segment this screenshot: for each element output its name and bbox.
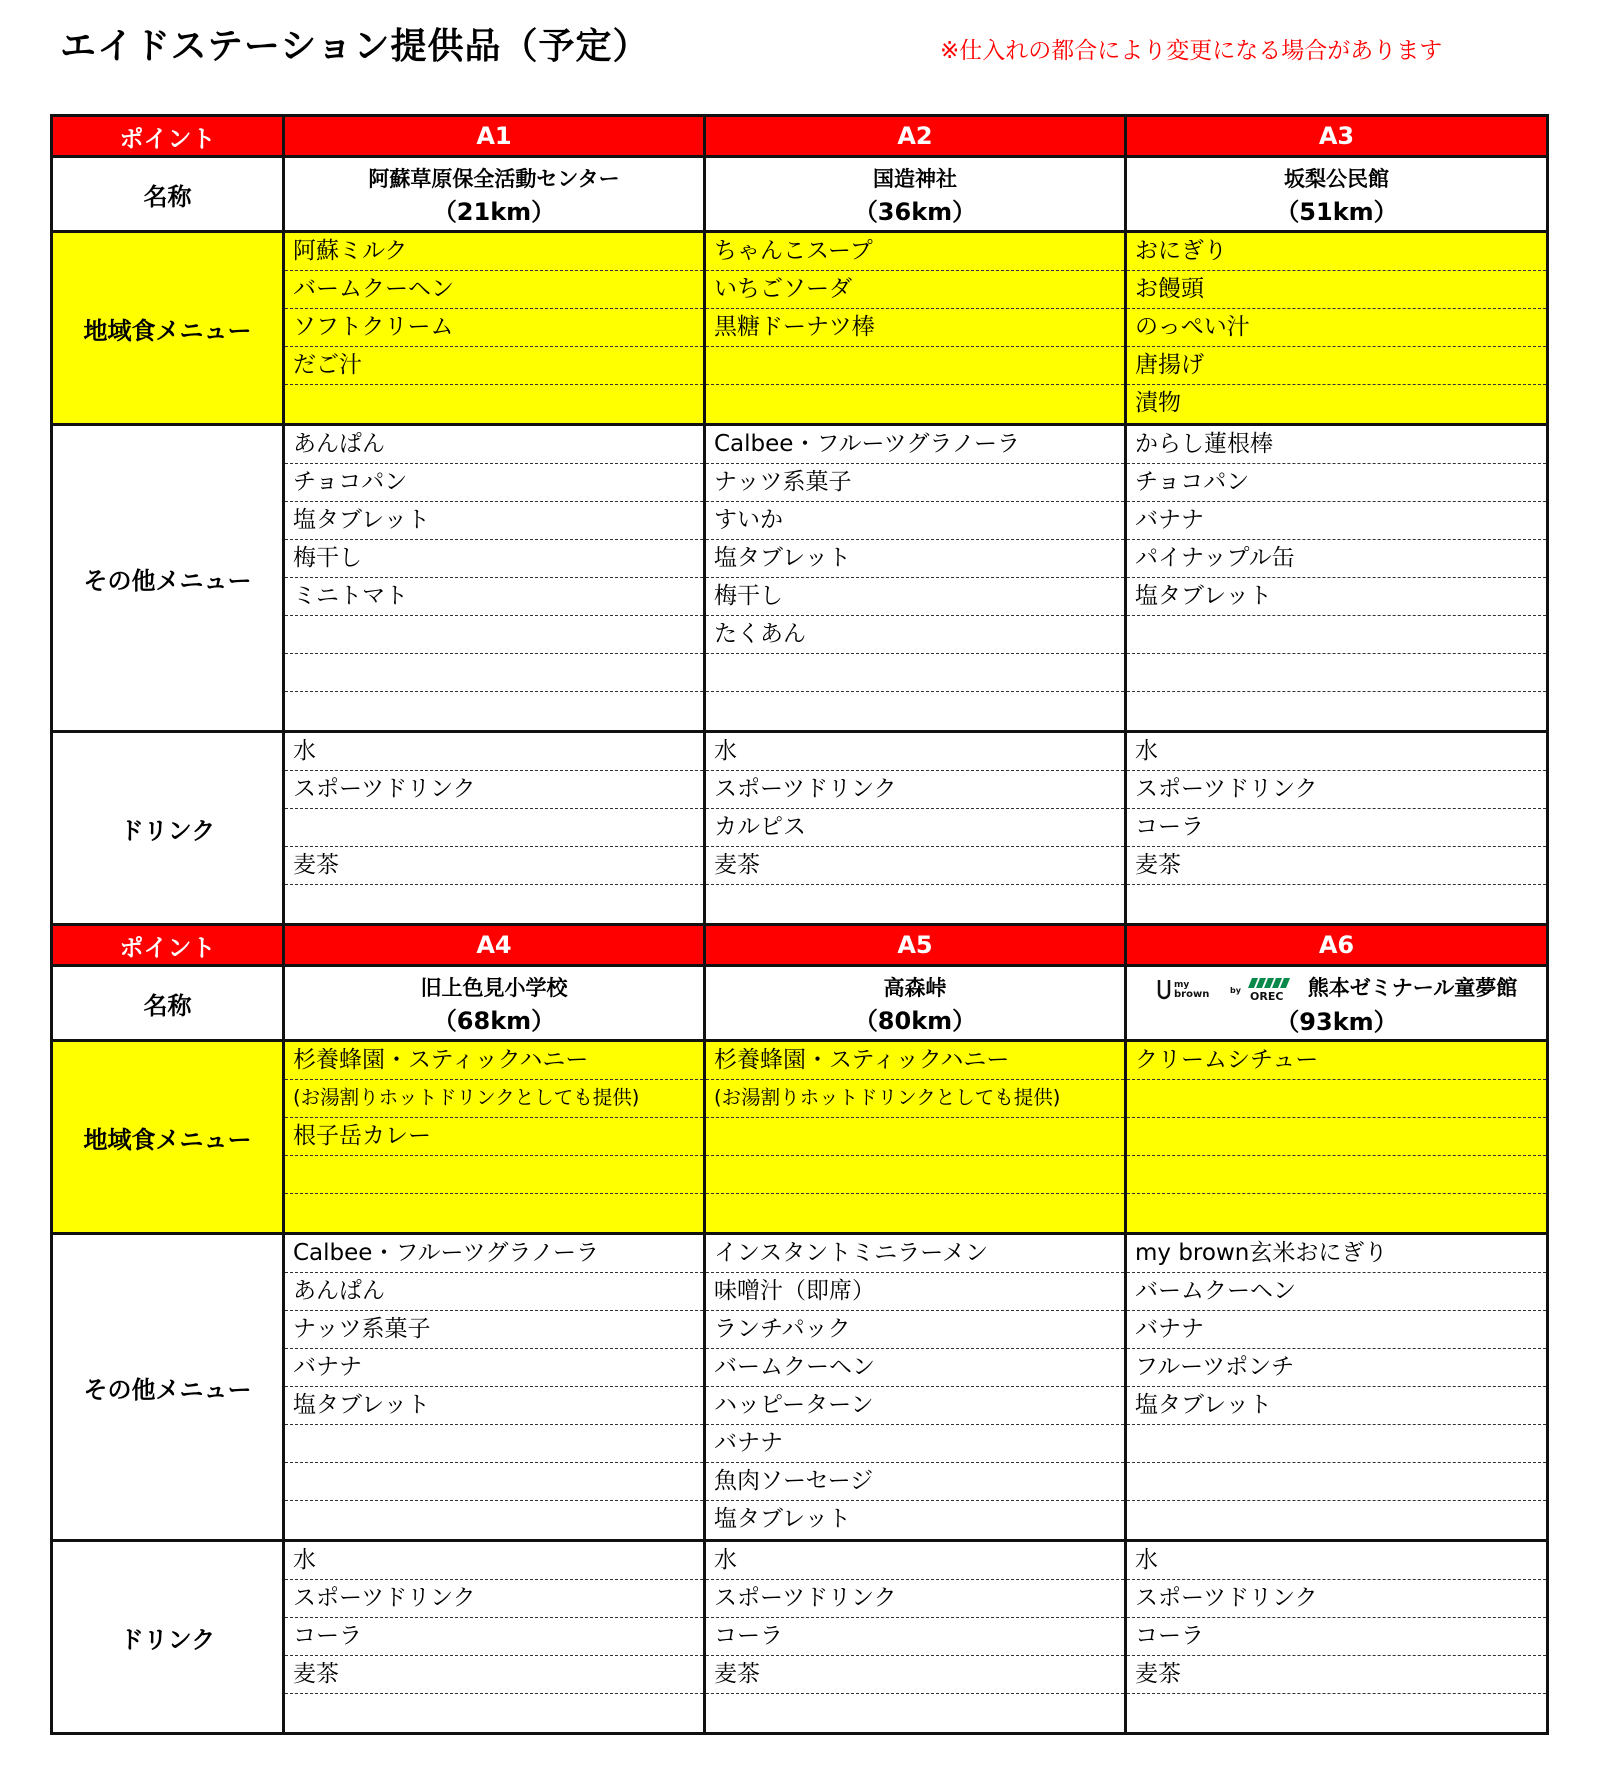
point-row [52,116,1548,157]
station-name-cell [705,966,1126,1041]
station-point: A1 [284,116,705,157]
drink-cell [1126,1541,1548,1734]
station-name [285,166,703,192]
mybrown-orec-logo [1156,976,1306,1002]
local-menu-item: (お湯割りホットドリンクとしても提供) [285,1080,703,1118]
drink-row [52,732,1548,925]
drink-item [285,809,703,847]
drink-row [52,1541,1548,1734]
other-menu-item: チョコパン [1127,464,1546,502]
other-menu-item: 梅干し [706,578,1124,616]
other-menu-item [1127,616,1546,654]
name-row [52,157,1548,232]
other-menu-item [1127,1463,1546,1501]
local-menu-item [1127,1118,1546,1156]
notice-text: ※仕入れの都合により変更になる場合があります [940,38,1443,64]
other-menu-item: たくあん [706,616,1124,654]
other-menu-item: パイナップル缶 [1127,540,1546,578]
station-name-cell [1126,966,1548,1041]
station-distance: （93km） [1275,1008,1398,1036]
drink-item: 水 [706,733,1124,771]
other-menu-item: バナナ [285,1349,703,1387]
other-menu-label: その他メニュー [52,425,284,732]
drink-item: 麦茶 [285,1656,703,1694]
drink-item: 麦茶 [285,847,703,885]
drink-item: 水 [706,1542,1124,1580]
drink-item: スポーツドリンク [1127,1580,1546,1618]
drink-item: 麦茶 [1127,1656,1546,1694]
station-point: A3 [1126,116,1548,157]
drink-item [1127,1694,1546,1732]
other-menu-item [1127,1425,1546,1463]
local-menu-item [706,1118,1124,1156]
other-menu-item: あんぱん [285,426,703,464]
other-menu-item: バナナ [1127,1311,1546,1349]
other-menu-cell [284,1234,705,1541]
drink-cell [284,1541,705,1734]
other-menu-item: my brown玄米おにぎり [1127,1235,1546,1273]
other-menu-item [1127,654,1546,692]
other-menu-item: Calbee・フルーツグラノーラ [285,1235,703,1273]
station-name [1127,975,1546,1002]
station-name-cell [705,157,1126,232]
station-distance: （51km） [1275,198,1398,226]
drink-cell [705,732,1126,925]
other-menu-item [285,1463,703,1501]
drink-item [285,1694,703,1732]
aid-station-table [50,114,1549,1735]
local-menu-item: お饅頭 [1127,271,1546,309]
other-menu-item: バームクーヘン [1127,1273,1546,1311]
other-menu-item: からし蓮根棒 [1127,426,1546,464]
drink-item: スポーツドリンク [285,771,703,809]
local-menu-cell [705,232,1126,425]
local-menu-item [1127,1194,1546,1232]
local-menu-item: いちごソーダ [706,271,1124,309]
other-menu-item: 塩タブレット [714,1506,851,1532]
station-name-cell [284,157,705,232]
other-menu-cell [1126,1234,1548,1541]
station-distance: （21km） [432,198,556,226]
local-menu-item [1127,1156,1546,1194]
local-menu-item: 黒糖ドーナツ棒 [706,309,1124,347]
station-name-cell [284,966,705,1041]
local-menu-item: (お湯割りホットドリンクとしても提供) [706,1080,1124,1118]
other-menu-item: ランチパック [706,1311,1124,1349]
station-point: A4 [284,925,705,966]
local-menu-item [1127,1080,1546,1118]
page-title: エイドステーション提供品（予定） [60,26,650,67]
other-menu-item: 塩タブレット [706,540,1124,578]
station-name-text: 阿蘇草原保全活動センター [368,167,620,191]
other-menu-item: ミニトマト [285,578,703,616]
local-menu-item: 杉養蜂園・スティックハニー [706,1042,1124,1080]
local-menu-cell [284,1041,705,1234]
station-name [706,166,1124,192]
station-name-text: 熊本ゼミナール童夢館 [1307,976,1518,1000]
local-menu-row [52,1041,1548,1234]
other-menu-item [285,692,703,730]
other-menu-item [285,616,703,654]
other-menu-item [706,692,1124,730]
local-menu-cell [1126,1041,1548,1234]
other-menu-item: ナッツ系菓子 [285,1311,703,1349]
drink-item: スポーツドリンク [1127,771,1546,809]
other-menu-row [52,1234,1548,1541]
drink-item: 水 [285,733,703,771]
station-distance: （36km） [853,198,977,226]
local-menu-item: 杉養蜂園・スティックハニー [285,1042,703,1080]
local-menu-cell [1126,232,1548,425]
drink-item: 水 [285,1542,703,1580]
other-menu-item: あんぱん [285,1273,703,1311]
drink-label: ドリンク [52,1541,284,1734]
station-name-text: 旧上色見小学校 [420,976,568,1000]
station-distance: （80km） [853,1007,977,1035]
drink-cell [284,732,705,925]
local-menu-item: 阿蘇ミルク [285,233,703,271]
other-menu-item: すいか [706,502,1124,540]
local-menu-row [52,232,1548,425]
station-name [285,975,703,1001]
other-menu-item: バナナ [706,1425,1124,1463]
local-menu-item: おにぎり [1127,233,1546,271]
station-name-text: 国造神社 [873,167,957,191]
local-menu-item [285,385,703,423]
point-label: ポイント [52,925,284,966]
svg-text:my: my [1173,980,1189,990]
name-row [52,966,1548,1041]
drink-item [706,1694,1124,1732]
station-name-text: 高森峠 [883,976,947,1000]
other-menu-item: 梅干し [285,540,703,578]
drink-item: コーラ [1127,809,1546,847]
drink-item [706,885,1124,923]
drink-item: 水 [1127,1542,1546,1580]
local-menu-item [706,385,1124,423]
drink-item: コーラ [706,1618,1124,1656]
local-menu-item: ちゃんこスープ [706,233,1124,271]
other-menu-item [285,654,703,692]
drink-item: 水 [1127,733,1546,771]
drink-item [285,885,703,923]
name-label: 名称 [52,157,284,232]
other-menu-cell [705,425,1126,732]
local-menu-item [285,1194,703,1232]
point-label: ポイント [52,116,284,157]
other-menu-item [285,1425,703,1463]
other-menu-item: 塩タブレット [1127,1387,1546,1425]
local-menu-item [706,1194,1124,1232]
other-menu-cell [284,425,705,732]
drink-item: 麦茶 [706,847,1124,885]
drink-item: 麦茶 [706,1656,1124,1694]
other-menu-item: ハッピーターン [706,1387,1124,1425]
other-menu-item [1127,692,1546,730]
svg-text:OREC: OREC [1249,990,1284,1002]
drink-item: スポーツドリンク [706,1580,1124,1618]
station-name-text: 坂梨公民館 [1284,167,1389,191]
other-menu-cell [1126,425,1548,732]
station-point: A5 [705,925,1126,966]
drink-item: 麦茶 [1127,847,1546,885]
local-menu-item: 唐揚げ [1127,347,1546,385]
other-menu-item: フルーツポンチ [1127,1349,1546,1387]
svg-text:by: by [1229,986,1241,995]
other-menu-item: ナッツ系菓子 [706,464,1124,502]
other-menu-item: 塩タブレット [285,1387,703,1425]
svg-text:brown: brown [1173,989,1210,1000]
name-label: 名称 [52,966,284,1041]
local-menu-item [285,1156,703,1194]
drink-cell [1126,732,1548,925]
other-menu-item: チョコパン [285,464,703,502]
other-menu-item: Calbee・フルーツグラノーラ [706,426,1124,464]
station-name [706,975,1124,1001]
local-menu-cell [705,1041,1126,1234]
other-menu-item: 塩タブレット [1127,578,1546,616]
drink-item: コーラ [285,1618,703,1656]
local-menu-cell [284,232,705,425]
other-menu-item [706,654,1124,692]
local-menu-item: だご汁 [285,347,703,385]
other-menu-label: その他メニュー [52,1234,284,1541]
local-menu-item: のっぺい汁 [1127,309,1546,347]
station-name [1127,166,1546,192]
local-menu-item [706,1156,1124,1194]
other-menu-item: インスタントミニラーメン [706,1235,1124,1273]
local-menu-item: バームクーヘン [285,271,703,309]
local-menu-item [706,347,1124,385]
point-row [52,925,1548,966]
drink-item [1127,885,1546,923]
local-menu-label: 地域食メニュー [52,232,284,425]
station-distance: （68km） [432,1007,556,1035]
drink-label: ドリンク [52,732,284,925]
other-menu-row [52,425,1548,732]
station-point: A2 [705,116,1126,157]
drink-item: コーラ [1127,1618,1546,1656]
local-menu-item: クリームシチュー [1127,1042,1546,1080]
other-menu-item [1127,1501,1546,1539]
other-menu-item: バナナ [1127,502,1546,540]
drink-item: スポーツドリンク [285,1580,703,1618]
other-menu-item: 魚肉ソーセージ [706,1463,1124,1501]
other-menu-cell [705,1234,1126,1541]
other-menu-item [285,1501,703,1539]
local-menu-item: ソフトクリーム [285,309,703,347]
local-menu-item: 根子岳カレー [285,1118,703,1156]
local-menu-item: 漬物 [1135,390,1181,416]
station-name-cell [1126,157,1548,232]
local-menu-label: 地域食メニュー [52,1041,284,1234]
drink-item: スポーツドリンク [706,771,1124,809]
other-menu-item: バームクーヘン [706,1349,1124,1387]
other-menu-item: 味噌汁（即席） [706,1273,1124,1311]
drink-item: カルピス [706,809,1124,847]
drink-cell [705,1541,1126,1734]
station-point: A6 [1126,925,1548,966]
other-menu-item: 塩タブレット [285,502,703,540]
